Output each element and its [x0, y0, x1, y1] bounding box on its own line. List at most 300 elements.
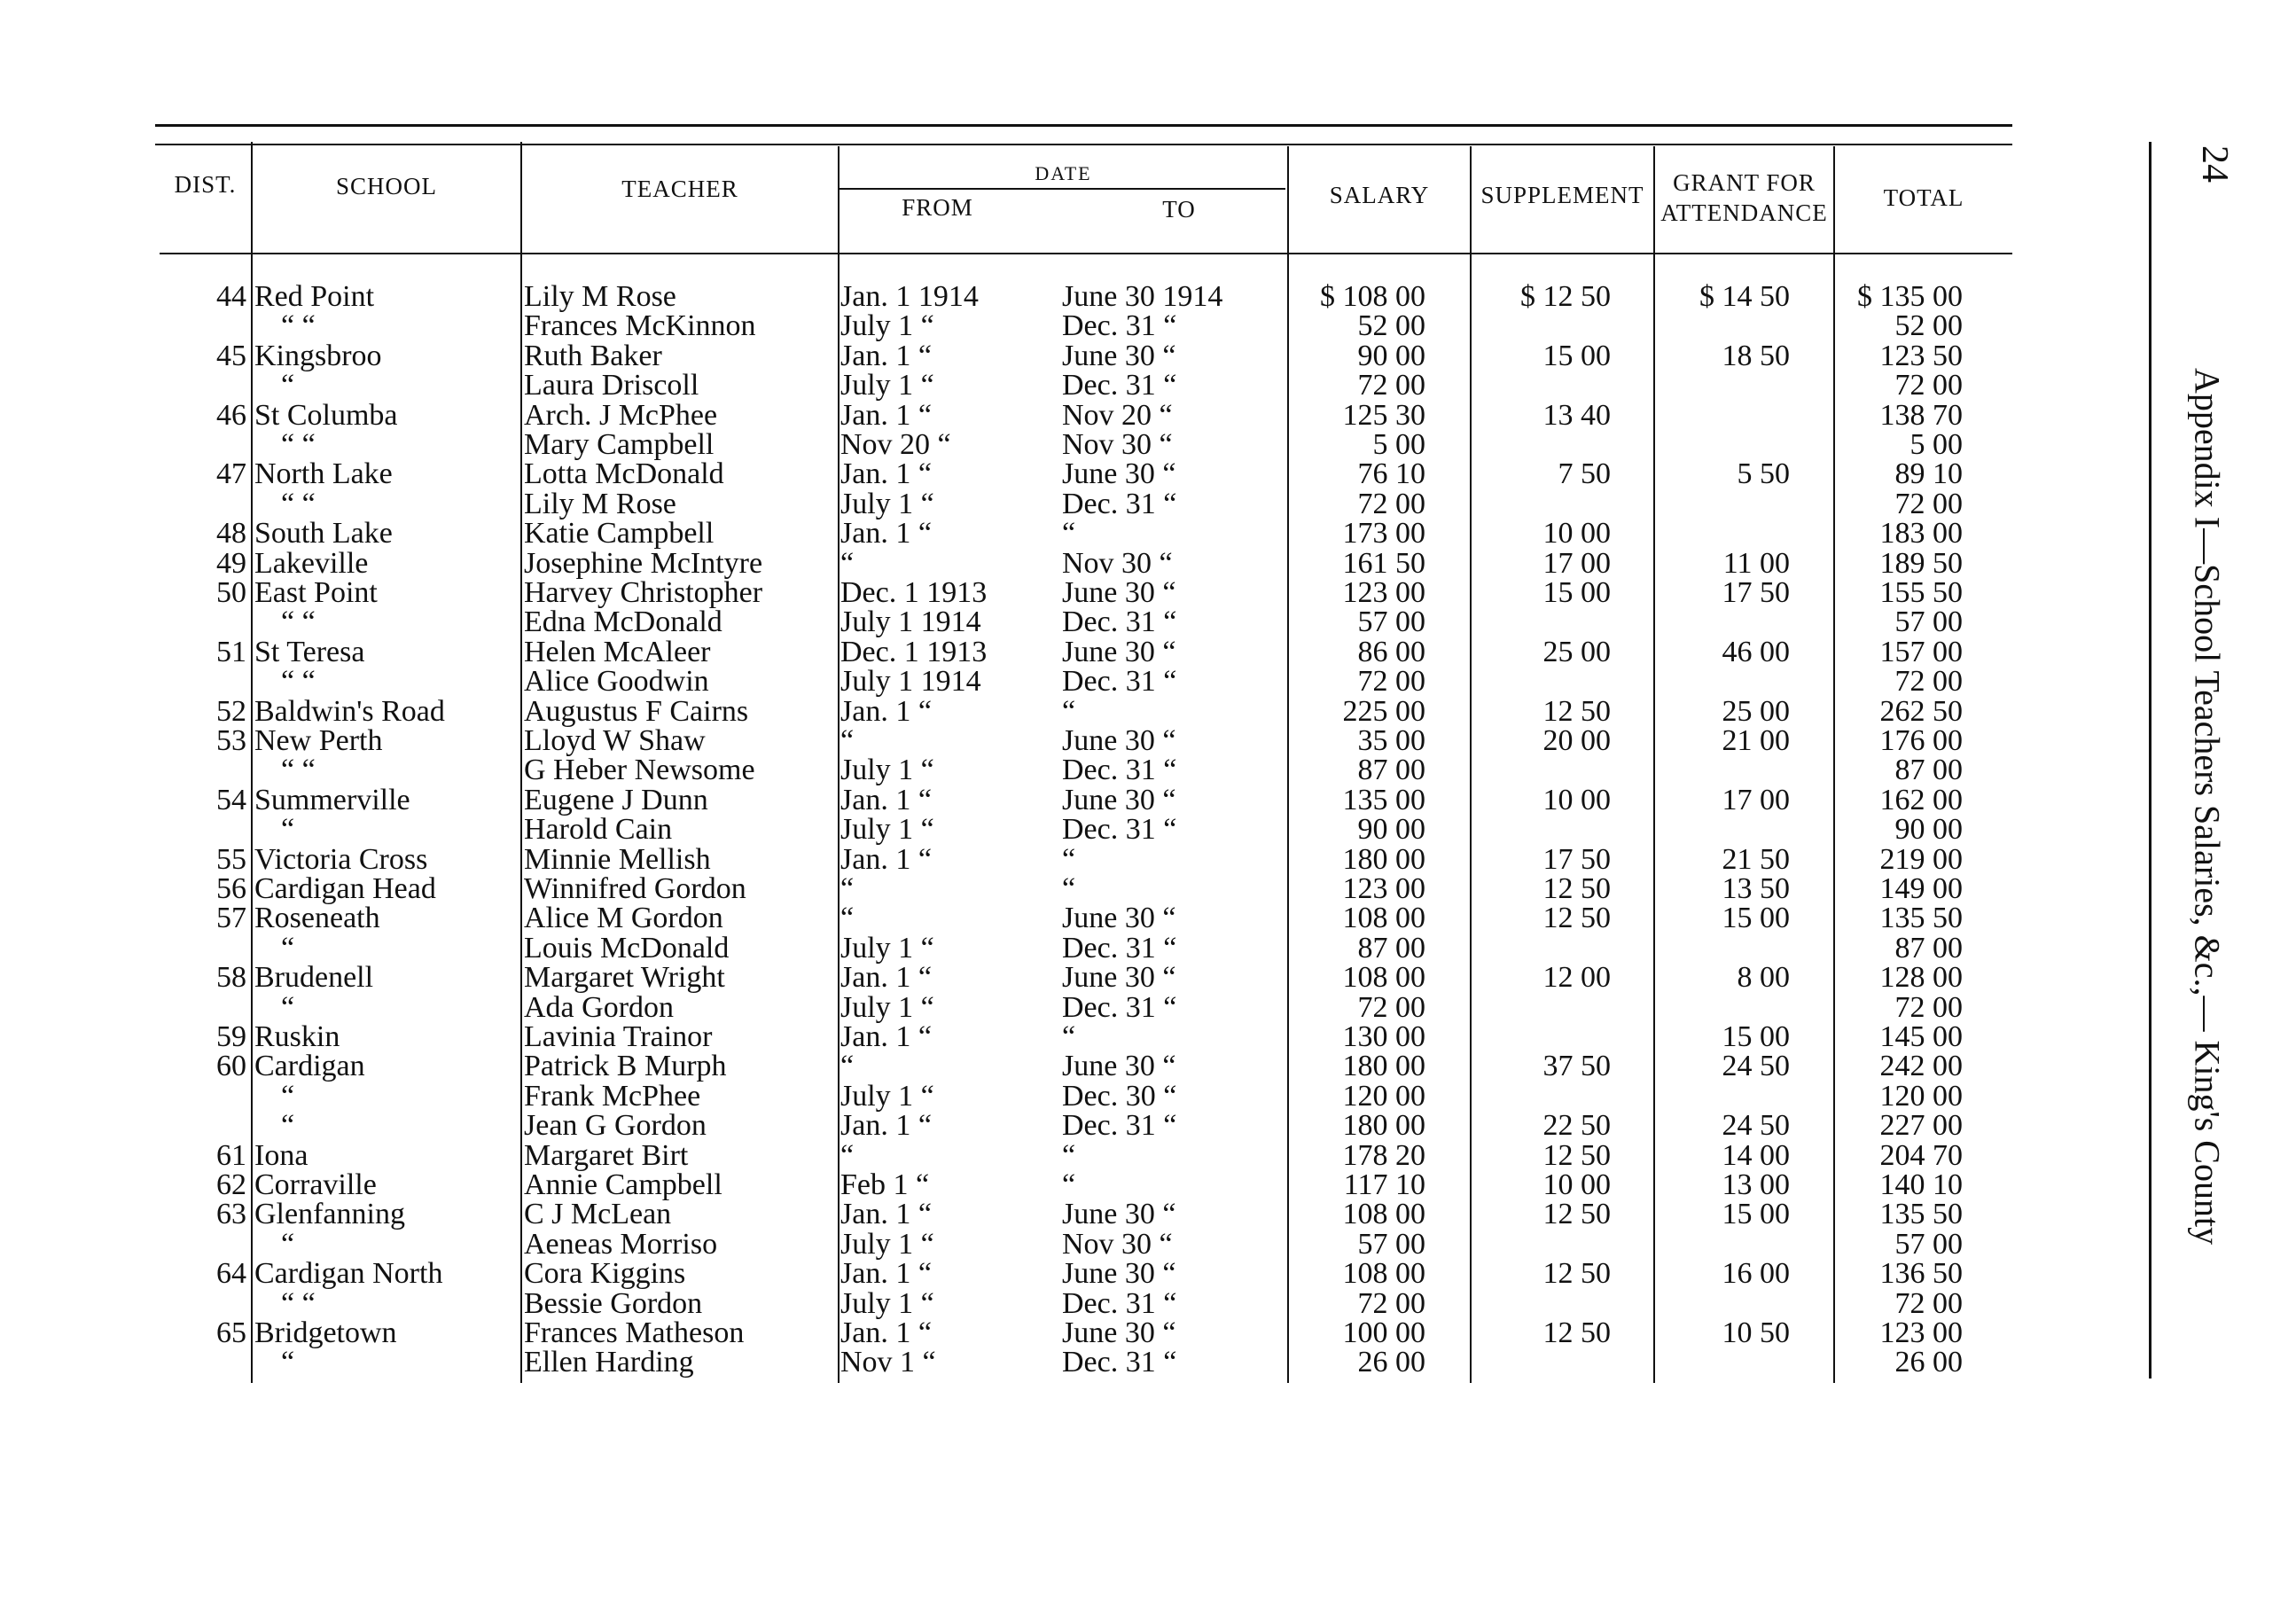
cell-school: Kingsbroo [254, 340, 382, 372]
cell-to: June 30 “ [1062, 1050, 1176, 1082]
cell-school: Roseneath [254, 902, 380, 934]
header-school: SCHOOL [335, 173, 437, 199]
cell-school: “ “ [281, 754, 316, 786]
cell-total: 57 00 [1894, 1228, 1963, 1261]
cell-from: July 1 “ [840, 813, 934, 846]
cell-total: $ 135 00 [1857, 280, 1963, 313]
cell-total: 72 00 [1894, 665, 1963, 698]
cell-salary: 117 10 [1343, 1168, 1425, 1201]
cell-total: 26 00 [1894, 1346, 1963, 1379]
cell-total: 72 00 [1894, 1287, 1963, 1320]
cell-salary: 178 20 [1342, 1139, 1425, 1172]
cell-salary: 72 00 [1357, 369, 1425, 402]
cell-teacher: Lily M Rose [524, 488, 676, 520]
cell-school: Red Point [254, 280, 375, 313]
col-rule-grant [1653, 146, 1655, 1383]
cell-to: “ [1062, 1168, 1076, 1201]
cell-supplement: 10 00 [1542, 1168, 1611, 1201]
cell-grant: 11 00 [1722, 547, 1790, 580]
cell-supplement: $ 12 50 [1520, 280, 1611, 313]
cell-grant: 24 50 [1722, 1050, 1790, 1082]
cell-teacher: Alice M Gordon [524, 902, 723, 934]
cell-school: “ “ [281, 488, 316, 520]
cell-from: Nov 20 “ [840, 428, 951, 461]
cell-school: Brudenell [254, 961, 374, 994]
cell-from: Jan. 1 “ [840, 961, 932, 994]
cell-total: 57 00 [1894, 605, 1963, 638]
cell-total: 135 50 [1879, 1198, 1963, 1230]
cell-from: “ [840, 724, 855, 757]
cell-teacher: Jean G Gordon [524, 1109, 707, 1142]
col-rule-school [251, 142, 253, 1383]
cell-salary: 76 10 [1357, 457, 1425, 490]
cell-teacher: Harold Cain [524, 813, 673, 846]
cell-teacher: Arch. J McPhee [524, 399, 718, 432]
cell-school: Cardigan [254, 1050, 365, 1082]
cell-school: “ [281, 369, 295, 402]
cell-to: June 30 “ [1062, 340, 1176, 372]
cell-to: June 30 “ [1062, 961, 1176, 994]
cell-school: Cardigan North [254, 1257, 443, 1290]
cell-grant: 10 50 [1722, 1316, 1790, 1349]
cell-grant: 15 00 [1722, 902, 1790, 934]
cell-total: 123 50 [1879, 340, 1963, 372]
cell-total: 123 00 [1879, 1316, 1963, 1349]
cell-grant: 15 00 [1722, 1198, 1790, 1230]
cell-grant: 13 50 [1722, 872, 1790, 905]
cell-from: Jan. 1 “ [840, 1198, 932, 1230]
cell-school: “ “ [281, 605, 316, 638]
cell-teacher: Frank McPhee [524, 1080, 701, 1113]
cell-to: Dec. 31 “ [1062, 932, 1177, 965]
cell-total: 155 50 [1879, 576, 1963, 609]
cell-grant: 17 00 [1722, 784, 1790, 816]
cell-grant: 24 50 [1722, 1109, 1790, 1142]
cell-school: North Lake [254, 457, 393, 490]
cell-dist: 44 [216, 280, 246, 313]
cell-total: 183 00 [1879, 517, 1963, 550]
cell-teacher: Patrick B Murph [524, 1050, 727, 1082]
cell-school: Lakeville [254, 547, 369, 580]
cell-total: 87 00 [1894, 754, 1963, 786]
cell-total: 242 00 [1879, 1050, 1963, 1082]
cell-teacher: C J McLean [524, 1198, 672, 1230]
cell-to: Dec. 31 “ [1062, 1287, 1177, 1320]
cell-dist: 65 [216, 1316, 246, 1349]
cell-to: Dec. 31 “ [1062, 813, 1177, 846]
page-number: 24 [2194, 145, 2235, 183]
cell-salary: 173 00 [1342, 517, 1425, 550]
cell-to: Nov 30 “ [1062, 1228, 1173, 1261]
col-rule-salary [1287, 146, 1289, 1383]
cell-salary: 87 00 [1357, 932, 1425, 965]
cell-to: “ [1062, 843, 1076, 876]
running-head-wrap [2163, 133, 2252, 1374]
cell-to: “ [1062, 1020, 1076, 1053]
cell-supplement: 13 40 [1542, 399, 1611, 432]
cell-to: Dec. 31 “ [1062, 488, 1177, 520]
cell-dist: 58 [216, 961, 246, 994]
header-dist: DIST. [174, 171, 237, 198]
cell-teacher: Frances McKinnon [524, 309, 756, 342]
cell-teacher: Ellen Harding [524, 1346, 694, 1379]
cell-total: 227 00 [1879, 1109, 1963, 1142]
cell-from: Jan. 1 “ [840, 1257, 932, 1290]
cell-salary: 72 00 [1357, 488, 1425, 520]
cell-to: June 30 “ [1062, 902, 1176, 934]
cell-teacher: Eugene J Dunn [524, 784, 708, 816]
cell-to: Dec. 31 “ [1062, 665, 1177, 698]
cell-grant: 14 00 [1722, 1139, 1790, 1172]
cell-dist: 45 [216, 340, 246, 372]
cell-grant: 13 00 [1722, 1168, 1790, 1201]
cell-from: July 1 “ [840, 932, 934, 965]
header-supplement: SUPPLEMENT [1480, 182, 1644, 208]
cell-teacher: Margaret Birt [524, 1139, 689, 1172]
cell-from: Dec. 1 1913 [840, 576, 988, 609]
cell-salary: 86 00 [1357, 636, 1425, 668]
cell-school: “ “ [281, 309, 316, 342]
cell-supplement: 12 50 [1542, 1139, 1611, 1172]
cell-teacher: Ruth Baker [524, 340, 662, 372]
cell-from: Jan. 1 1914 [840, 280, 979, 313]
cell-salary: 108 00 [1342, 902, 1425, 934]
cell-dist: 63 [216, 1198, 246, 1230]
cell-total: 176 00 [1879, 724, 1963, 757]
cell-supplement: 15 00 [1542, 340, 1611, 372]
cell-to: June 30 “ [1062, 784, 1176, 816]
cell-total: 89 10 [1894, 457, 1963, 490]
cell-teacher: Annie Campbell [524, 1168, 722, 1201]
header-from: FROM [902, 194, 973, 221]
cell-salary: 180 00 [1342, 1109, 1425, 1142]
cell-school: Ruskin [254, 1020, 340, 1053]
cell-supplement: 25 00 [1542, 636, 1611, 668]
cell-total: 87 00 [1894, 932, 1963, 965]
cell-salary: 123 00 [1342, 872, 1425, 905]
cell-salary: 180 00 [1342, 843, 1425, 876]
header-total: TOTAL [1883, 184, 1964, 211]
col-rule-total [1833, 146, 1835, 1383]
header-grant-line2: ATTENDANCE [1660, 199, 1828, 226]
cell-supplement: 17 00 [1542, 547, 1611, 580]
cell-dist: 60 [216, 1050, 246, 1082]
cell-supplement: 12 50 [1542, 902, 1611, 934]
cell-school: “ [281, 991, 295, 1024]
cell-to: Dec. 31 “ [1062, 369, 1177, 402]
cell-teacher: Harvey Christopher [524, 576, 763, 609]
cell-salary: 108 00 [1342, 1257, 1425, 1290]
cell-teacher: Lily M Rose [524, 280, 676, 313]
cell-dist: 57 [216, 902, 246, 934]
date-sub-rule [838, 188, 1285, 190]
cell-dist: 54 [216, 784, 246, 816]
cell-salary: $ 108 00 [1320, 280, 1425, 313]
cell-teacher: Bessie Gordon [524, 1287, 703, 1320]
cell-dist: 51 [216, 636, 246, 668]
cell-supplement: 12 50 [1542, 1198, 1611, 1230]
cell-total: 162 00 [1879, 784, 1963, 816]
cell-total: 136 50 [1879, 1257, 1963, 1290]
cell-total: 140 10 [1879, 1168, 1963, 1201]
top-rule [155, 124, 2012, 127]
cell-dist: 52 [216, 695, 246, 728]
cell-teacher: G Heber Newsome [524, 754, 755, 786]
cell-teacher: Winnifred Gordon [524, 872, 746, 905]
cell-from: “ [840, 1050, 855, 1082]
cell-from: Jan. 1 “ [840, 1109, 932, 1142]
cell-school: Summerville [254, 784, 410, 816]
header-salary: SALARY [1329, 182, 1430, 208]
top-rule-thin [155, 144, 2012, 145]
cell-supplement: 10 00 [1542, 784, 1611, 816]
cell-teacher: Laura Driscoll [524, 369, 699, 402]
cell-to: June 30 “ [1062, 576, 1176, 609]
cell-dist: 62 [216, 1168, 246, 1201]
cell-supplement: 12 50 [1542, 1316, 1611, 1349]
cell-salary: 72 00 [1357, 665, 1425, 698]
cell-from: Jan. 1 “ [840, 784, 932, 816]
cell-from: Jan. 1 “ [840, 695, 932, 728]
cell-teacher: Josephine McIntyre [524, 547, 763, 580]
cell-salary: 108 00 [1342, 1198, 1425, 1230]
cell-school: “ [281, 932, 295, 965]
cell-total: 128 00 [1879, 961, 1963, 994]
cell-from: Jan. 1 “ [840, 517, 932, 550]
cell-from: Jan. 1 “ [840, 457, 932, 490]
cell-teacher: Augustus F Cairns [524, 695, 749, 728]
cell-dist: 64 [216, 1257, 246, 1290]
cell-from: Jan. 1 “ [840, 1020, 932, 1053]
cell-from: Jan. 1 “ [840, 843, 932, 876]
cell-school: Baldwin's Road [254, 695, 445, 728]
cell-teacher: Mary Campbell [524, 428, 715, 461]
cell-school: St Columba [254, 399, 398, 432]
cell-to: Dec. 31 “ [1062, 991, 1177, 1024]
cell-salary: 225 00 [1342, 695, 1425, 728]
cell-school: Glenfanning [254, 1198, 405, 1230]
cell-from: July 1 “ [840, 1080, 934, 1113]
col-rule-supplement [1470, 146, 1472, 1383]
cell-grant: 17 50 [1722, 576, 1790, 609]
cell-total: 72 00 [1894, 488, 1963, 520]
cell-teacher: Cora Kiggins [524, 1257, 686, 1290]
cell-dist: 47 [216, 457, 246, 490]
cell-grant: 5 50 [1737, 457, 1790, 490]
cell-total: 90 00 [1894, 813, 1963, 846]
cell-to: June 30 1914 [1062, 280, 1223, 313]
cell-grant: 16 00 [1722, 1257, 1790, 1290]
cell-teacher: Alice Goodwin [524, 665, 709, 698]
cell-total: 52 00 [1894, 309, 1963, 342]
cell-total: 5 00 [1909, 428, 1963, 461]
cell-total: 149 00 [1879, 872, 1963, 905]
cell-from: July 1 “ [840, 309, 934, 342]
cell-teacher: Louis McDonald [524, 932, 730, 965]
cell-from: July 1 “ [840, 1287, 934, 1320]
cell-salary: 100 00 [1342, 1316, 1425, 1349]
cell-dist: 59 [216, 1020, 246, 1053]
cell-teacher: Aeneas Morriso [524, 1228, 718, 1261]
cell-total: 157 00 [1879, 636, 1963, 668]
cell-from: Dec. 1 1913 [840, 636, 988, 668]
header-to: TO [1162, 196, 1196, 223]
cell-salary: 123 00 [1342, 576, 1425, 609]
cell-grant: 18 50 [1722, 340, 1790, 372]
cell-school: Cardigan Head [254, 872, 436, 905]
cell-to: Dec. 31 “ [1062, 1346, 1177, 1379]
cell-teacher: Minnie Mellish [524, 843, 711, 876]
cell-dist: 53 [216, 724, 246, 757]
cell-dist: 56 [216, 872, 246, 905]
cell-teacher: Lotta McDonald [524, 457, 724, 490]
cell-supplement: 10 00 [1542, 517, 1611, 550]
cell-dist: 61 [216, 1139, 246, 1172]
cell-salary: 52 00 [1357, 309, 1425, 342]
cell-dist: 55 [216, 843, 246, 876]
cell-to: Nov 30 “ [1062, 547, 1173, 580]
cell-from: July 1 1914 [840, 665, 981, 698]
cell-total: 138 70 [1879, 399, 1963, 432]
cell-from: Jan. 1 “ [840, 340, 932, 372]
cell-supplement: 7 50 [1558, 457, 1611, 490]
cell-grant: 46 00 [1722, 636, 1790, 668]
cell-school: East Point [254, 576, 378, 609]
cell-school: St Teresa [254, 636, 365, 668]
cell-to: “ [1062, 872, 1076, 905]
cell-school: Victoria Cross [254, 843, 428, 876]
col-rule-date [838, 146, 840, 1383]
cell-to: “ [1062, 695, 1076, 728]
cell-salary: 57 00 [1357, 605, 1425, 638]
cell-salary: 161 50 [1342, 547, 1425, 580]
cell-salary: 87 00 [1357, 754, 1425, 786]
cell-supplement: 15 00 [1542, 576, 1611, 609]
cell-teacher: Lavinia Trainor [524, 1020, 713, 1053]
cell-to: June 30 “ [1062, 1198, 1176, 1230]
cell-from: July 1 “ [840, 488, 934, 520]
cell-total: 204 70 [1879, 1139, 1963, 1172]
cell-to: Nov 30 “ [1062, 428, 1173, 461]
cell-school: Corraville [254, 1168, 377, 1201]
cell-salary: 90 00 [1357, 340, 1425, 372]
cell-grant: $ 14 50 [1699, 280, 1790, 313]
cell-supplement: 17 50 [1542, 843, 1611, 876]
cell-school: Bridgetown [254, 1316, 397, 1349]
cell-school: “ “ [281, 1287, 316, 1320]
cell-from: July 1 “ [840, 754, 934, 786]
cell-total: 262 50 [1879, 695, 1963, 728]
cell-from: “ [840, 547, 855, 580]
cell-teacher: Margaret Wright [524, 961, 725, 994]
cell-school: “ “ [281, 665, 316, 698]
cell-school: “ [281, 1109, 295, 1142]
cell-grant: 21 00 [1722, 724, 1790, 757]
cell-dist: 50 [216, 576, 246, 609]
cell-from: Nov 1 “ [840, 1346, 936, 1379]
cell-to: “ [1062, 517, 1076, 550]
cell-supplement: 12 50 [1542, 1257, 1611, 1290]
cell-total: 135 50 [1879, 902, 1963, 934]
cell-to: June 30 “ [1062, 724, 1176, 757]
cell-from: “ [840, 872, 855, 905]
cell-school: South Lake [254, 517, 393, 550]
cell-dist: 49 [216, 547, 246, 580]
header-teacher: TEACHER [621, 176, 738, 202]
cell-from: Jan. 1 “ [840, 1316, 932, 1349]
cell-supplement: 37 50 [1542, 1050, 1611, 1082]
cell-salary: 72 00 [1357, 991, 1425, 1024]
cell-grant: 8 00 [1737, 961, 1790, 994]
cell-salary: 120 00 [1342, 1080, 1425, 1113]
cell-salary: 180 00 [1342, 1050, 1425, 1082]
cell-total: 72 00 [1894, 369, 1963, 402]
running-head: Appendix I—School Teachers Salaries, &c.,— King's County [2187, 368, 2228, 1246]
cell-salary: 108 00 [1342, 961, 1425, 994]
cell-school: “ “ [281, 428, 316, 461]
cell-grant: 21 50 [1722, 843, 1790, 876]
cell-total: 72 00 [1894, 991, 1963, 1024]
cell-supplement: 12 50 [1542, 872, 1611, 905]
header-grant-line1: GRANT FOR [1673, 169, 1816, 196]
cell-total: 189 50 [1879, 547, 1963, 580]
cell-to: Dec. 31 “ [1062, 605, 1177, 638]
cell-school: “ [281, 1346, 295, 1379]
cell-salary: 26 00 [1357, 1346, 1425, 1379]
cell-to: Nov 20 “ [1062, 399, 1173, 432]
cell-from: Feb 1 “ [840, 1168, 930, 1201]
cell-teacher: Helen McAleer [524, 636, 711, 668]
cell-school: “ [281, 813, 295, 846]
cell-total: 120 00 [1879, 1080, 1963, 1113]
cell-from: July 1 1914 [840, 605, 981, 638]
cell-to: Dec. 31 “ [1062, 754, 1177, 786]
cell-supplement: 22 50 [1542, 1109, 1611, 1142]
cell-to: June 30 “ [1062, 636, 1176, 668]
header-date: DATE [1035, 162, 1092, 184]
header-bottom-rule [160, 253, 2012, 254]
cell-to: June 30 “ [1062, 1316, 1176, 1349]
cell-to: June 30 “ [1062, 1257, 1176, 1290]
cell-salary: 130 00 [1342, 1020, 1425, 1053]
cell-school: Iona [254, 1139, 308, 1172]
cell-teacher: Edna McDonald [524, 605, 722, 638]
cell-grant: 15 00 [1722, 1020, 1790, 1053]
cell-salary: 5 00 [1372, 428, 1425, 461]
side-rule [2149, 142, 2152, 1379]
cell-grant: 25 00 [1722, 695, 1790, 728]
cell-supplement: 12 50 [1542, 695, 1611, 728]
cell-salary: 35 00 [1357, 724, 1425, 757]
cell-teacher: Frances Matheson [524, 1316, 745, 1349]
cell-from: July 1 “ [840, 991, 934, 1024]
cell-to: Dec. 31 “ [1062, 1109, 1177, 1142]
cell-from: Jan. 1 “ [840, 399, 932, 432]
cell-school: “ [281, 1228, 295, 1261]
cell-salary: 135 00 [1342, 784, 1425, 816]
cell-salary: 90 00 [1357, 813, 1425, 846]
cell-to: June 30 “ [1062, 457, 1176, 490]
cell-dist: 46 [216, 399, 246, 432]
cell-salary: 57 00 [1357, 1228, 1425, 1261]
cell-to: Dec. 31 “ [1062, 309, 1177, 342]
cell-to: “ [1062, 1139, 1076, 1172]
cell-from: “ [840, 1139, 855, 1172]
cell-teacher: Ada Gordon [524, 991, 675, 1024]
cell-salary: 125 30 [1342, 399, 1425, 432]
cell-from: July 1 “ [840, 369, 934, 402]
cell-to: Dec. 30 “ [1062, 1080, 1177, 1113]
